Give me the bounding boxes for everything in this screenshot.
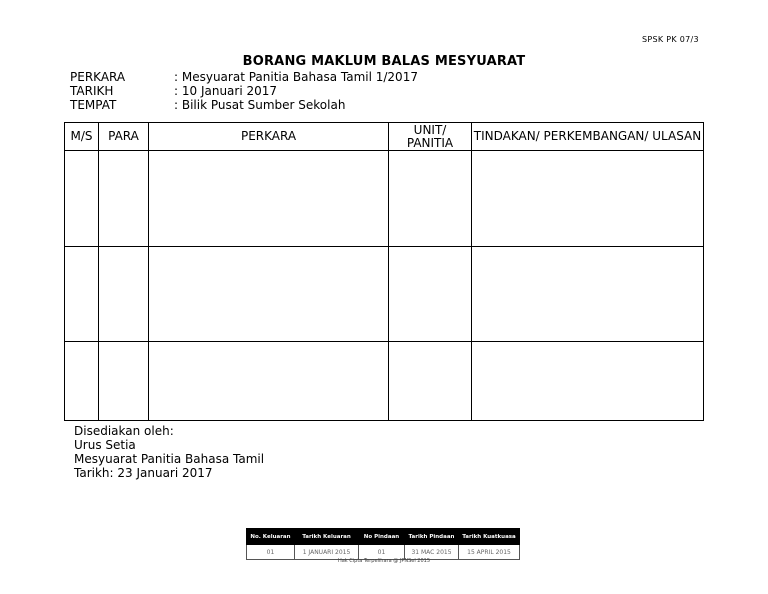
meta-tarikh [70, 84, 277, 98]
revision-header: No. Keluaran [247, 529, 295, 545]
revision-header: Tarikh Pindaan [405, 529, 459, 545]
meta-tempat [70, 98, 345, 112]
meta-key: TARIKH [70, 84, 114, 98]
meta-perkara [70, 70, 418, 84]
col-header-ms: M/S [65, 123, 99, 151]
prepared-by-role: Urus Setia [74, 438, 136, 452]
meta-value: : Bilik Pusat Sumber Sekolah [174, 98, 346, 112]
cell-ms[interactable] [65, 247, 99, 342]
prepared-by-committee: Mesyuarat Panitia Bahasa Tamil [74, 452, 265, 466]
cell-tindakan[interactable] [472, 247, 704, 342]
minutes-table [64, 122, 704, 421]
revision-header: Tarikh Keluaran [295, 529, 359, 545]
cell-ms[interactable] [65, 342, 99, 421]
col-header-tindakan: TINDAKAN/ PERKEMBANGAN/ ULASAN [472, 123, 704, 151]
cell-perkara[interactable] [149, 151, 389, 247]
cell-unit[interactable] [389, 151, 472, 247]
col-header-perkara: PERKARA [149, 123, 389, 151]
table-row [65, 342, 704, 421]
form-code: SPSK PK 07/3 [642, 35, 699, 44]
table-row [65, 247, 704, 342]
page-title: BORANG MAKLUM BALAS MESYUARAT [242, 54, 526, 69]
table-header-row [65, 123, 704, 151]
meta-value: : 10 Januari 2017 [174, 84, 278, 98]
table-row [65, 151, 704, 247]
cell-tindakan[interactable] [472, 342, 704, 421]
revision-value: 1 JANUARI 2015 [295, 545, 359, 560]
cell-unit[interactable] [389, 342, 472, 421]
cell-perkara[interactable] [149, 247, 389, 342]
col-header-para: PARA [99, 123, 149, 151]
col-header-unit [389, 123, 472, 151]
meta-value: : Mesyuarat Panitia Bahasa Tamil 1/2017 [174, 70, 418, 84]
revision-value: 01 [247, 545, 295, 560]
copyright-notice: Hak Cipta Terpelihara @ JPNSel 2015 [337, 558, 431, 564]
cell-para[interactable] [99, 247, 149, 342]
col-header-unit-line1: UNIT/ [413, 122, 447, 137]
cell-perkara[interactable] [149, 342, 389, 421]
prepared-date: Tarikh: 23 Januari 2017 [74, 466, 213, 480]
revision-value: 31 MAC 2015 [405, 545, 459, 560]
revision-header-row [247, 529, 520, 545]
cell-para[interactable] [99, 342, 149, 421]
prepared-by-block [74, 424, 264, 480]
cell-unit[interactable] [389, 247, 472, 342]
cell-ms[interactable] [65, 151, 99, 247]
revision-header: Tarikh Kuatkuasa [459, 529, 520, 545]
prepared-by-label: Disediakan oleh: [74, 424, 174, 438]
meta-key: TEMPAT [70, 98, 117, 112]
cell-para[interactable] [99, 151, 149, 247]
revision-value: 01 [359, 545, 405, 560]
cell-tindakan[interactable] [472, 151, 704, 247]
revision-value: 15 APRIL 2015 [459, 545, 520, 560]
revision-header: No Pindaan [359, 529, 405, 545]
meta-key: PERKARA [70, 70, 126, 84]
revision-table [246, 528, 520, 560]
col-header-unit-line2: PANITIA [406, 135, 454, 150]
